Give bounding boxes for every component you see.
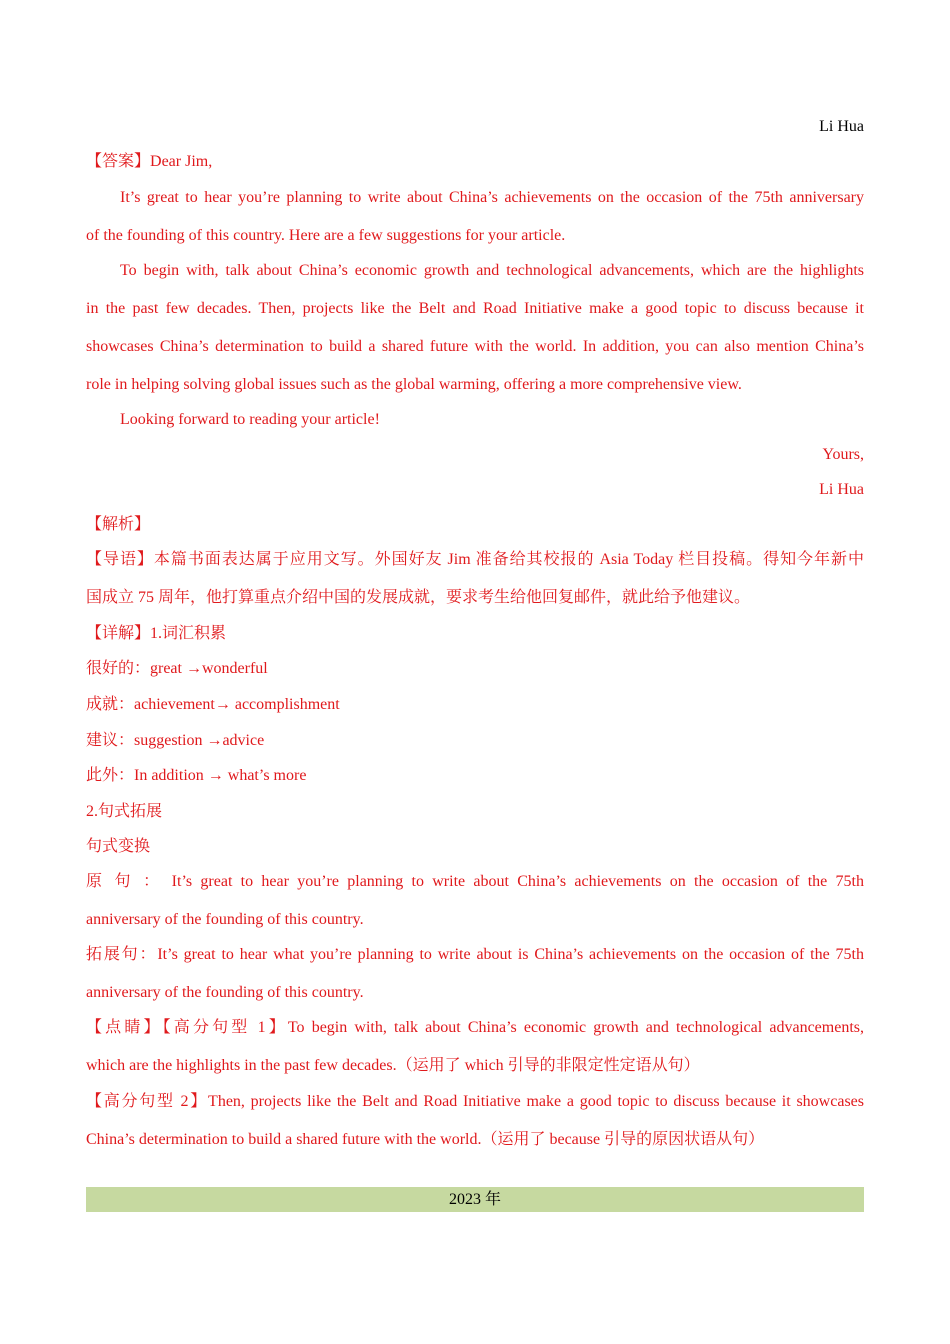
answer-greeting-line xyxy=(86,152,864,172)
signature-top: Li Hua xyxy=(819,118,864,135)
sentence-subheading: 句式变换 xyxy=(86,838,151,855)
analysis-label: 【解析】 xyxy=(86,516,151,533)
vocab-item: 建议：suggestion →advice xyxy=(86,732,265,749)
answer-paragraph-1-line-2: of the founding of this country. Here are a few suggestions for your article. xyxy=(86,227,566,244)
answer-paragraph-2-line-1: To begin with, talk about China’s economic growth and technological advancements, which are the highlights xyxy=(120,262,864,279)
answer-paragraph-2-line-3: showcases China’s determination to build a shared future with the world. In addition, you can also mention China’s xyxy=(86,338,864,355)
vocab-item: 成就：achievement→ accomplishment xyxy=(86,696,340,713)
highlight-1-line-1: 【点睛】【高分句型 1】To begin with, talk about China’s economic growth and technological advancements, xyxy=(86,1019,864,1036)
highlight-1-line-2: which are the highlights in the past few decades.（运用了 which 引导的非限定性定语从句） xyxy=(86,1057,700,1074)
vocab-item: 很好的：great →wonderful xyxy=(86,660,268,677)
yours: Yours, xyxy=(822,446,864,463)
answer-label: 【答案】 xyxy=(86,153,151,170)
highlight-2-line-1: 【高分句型 2】Then, projects like the Belt and Road Initiative make a good topic to discuss because it showcases xyxy=(86,1093,864,1110)
highlight-2-line-2: China’s determination to build a shared future with the world.（运用了 because 引导的原因状语从句） xyxy=(86,1131,765,1148)
intro-line-1: 【导语】本篇书面表达属于应用文写。外国好友 Jim 准备给其校报的 Asia Today 栏目投稿。得知今年新中 xyxy=(86,551,864,568)
answer-paragraph-2-line-2: in the past few decades. Then, projects like the Belt and Road Initiative make a good topic to discuss because it xyxy=(86,300,864,317)
sentence-heading: 2.句式拓展 xyxy=(86,803,163,820)
signature: Li Hua xyxy=(819,481,864,498)
extended-sentence-line-2: anniversary of the founding of this country. xyxy=(86,984,364,1001)
original-sentence-line-1: 原 句 ： It’s great to hear you’re planning to write about China’s achievements on the occasion of the 75th xyxy=(86,873,864,890)
answer-paragraph-2-line-4: role in helping solving global issues such as the global warming, offering a more comprehensive view. xyxy=(86,376,742,393)
extended-sentence-line-1: 拓展句：It’s great to hear what you’re planning to write about is China’s achievements on the occasion of the 75th xyxy=(86,946,864,963)
closing-line: Looking forward to reading your article! xyxy=(120,411,380,428)
intro-line-2: 国成立 75 周年，他打算重点介绍中国的发展成就，要求考生给他回复邮件，就此给予他建议。 xyxy=(86,589,751,606)
answer-paragraph-1-line-1: It’s great to hear you’re planning to write about China’s achievements on the occasion of the 75th anniversary xyxy=(120,189,864,206)
vocab-item: 此外：In addition → what’s more xyxy=(86,767,307,784)
detail-heading: 【详解】1.词汇积累 xyxy=(86,625,227,642)
greeting: Dear Jim, xyxy=(150,153,213,170)
original-sentence-line-2: anniversary of the founding of this country. xyxy=(86,911,364,928)
footer-year-bar: 2023 年 xyxy=(86,1187,864,1212)
